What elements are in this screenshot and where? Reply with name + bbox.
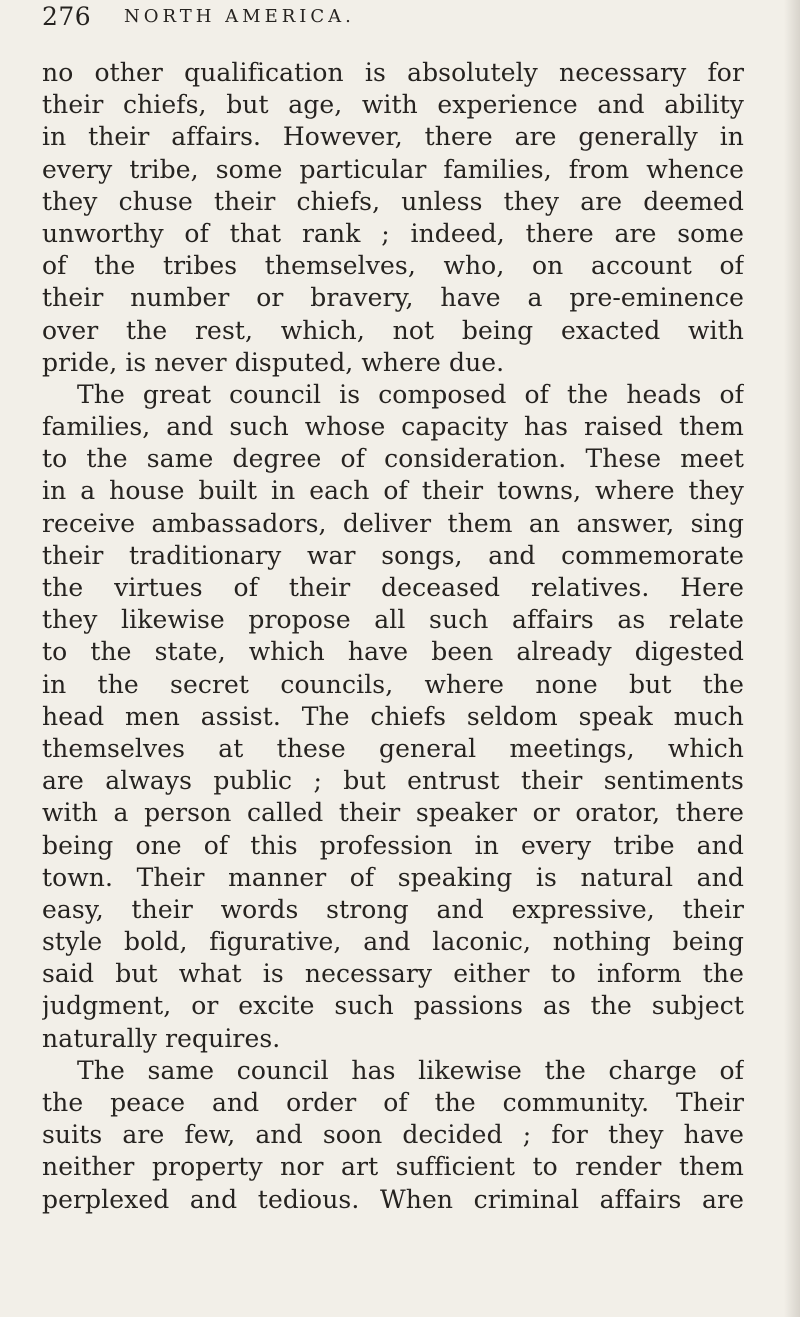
text-line-6: unworthy of that rank ; indeed, there are some bbox=[42, 218, 744, 248]
text-line-35: neither property nor art sufficient to render them bbox=[42, 1152, 744, 1182]
text-line-13: to the same degree of consideration. These meet bbox=[42, 444, 744, 474]
text-line-14: in a house built in each of their towns, where they bbox=[42, 476, 744, 506]
text-line-4: every tribe, some particular families, from whence bbox=[42, 154, 744, 184]
text-line-25: being one of this profession in every tribe and bbox=[42, 830, 744, 860]
page-number: 276 bbox=[42, 2, 92, 31]
text-line-16: their traditionary war songs, and commemorate bbox=[42, 540, 744, 570]
text-line-24: with a person called their speaker or orator, there bbox=[42, 798, 744, 828]
text-line-36: perplexed and tedious. When criminal affairs are bbox=[42, 1184, 744, 1214]
text-line-8: their number or bravery, have a pre-eminence bbox=[42, 283, 744, 313]
body-text bbox=[42, 57, 744, 1216]
text-line-20: in the secret councils, where none but the bbox=[42, 669, 744, 699]
page-header bbox=[42, 4, 472, 30]
text-line-23: are always public ; but entrust their sentiments bbox=[42, 766, 744, 796]
text-line-33: the peace and order of the community. Their bbox=[42, 1088, 744, 1117]
running-head: NORTH AMERICA. bbox=[124, 6, 355, 27]
text-line-29: said but what is necessary either to inform the bbox=[42, 959, 744, 989]
page-edge-shadow bbox=[784, 0, 800, 1317]
text-line-19: to the state, which have been already digested bbox=[42, 637, 744, 667]
text-line-22: themselves at these general meetings, which bbox=[42, 733, 744, 763]
text-line-18: they likewise propose all such affairs as relate bbox=[42, 605, 744, 635]
text-line-31: naturally requires. bbox=[42, 1023, 281, 1053]
text-line-9: over the rest, which, not being exacted with bbox=[42, 315, 744, 345]
text-line-27: easy, their words strong and expressive, their bbox=[42, 894, 744, 924]
text-line-30: judgment, or excite such passions as the subject bbox=[42, 991, 744, 1021]
text-line-1: no other qualification is absolutely necessary for bbox=[42, 58, 744, 87]
text-line-17: the virtues of their deceased relatives. Here bbox=[42, 573, 744, 602]
text-line-10: pride, is never disputed, where due. bbox=[42, 347, 505, 377]
text-line-28: style bold, figurative, and laconic, nothing being bbox=[42, 927, 744, 957]
text-line-34: suits are few, and soon decided ; for they have bbox=[42, 1120, 744, 1150]
text-line-5: they chuse their chiefs, unless they are deemed bbox=[42, 186, 744, 216]
text-line-2: their chiefs, but age, with experience and ability bbox=[42, 90, 744, 120]
text-line-15: receive ambassadors, deliver them an answer, sing bbox=[42, 508, 744, 538]
text-line-7: of the tribes themselves, who, on account of bbox=[42, 251, 744, 281]
text-line-12: families, and such whose capacity has raised them bbox=[42, 412, 744, 442]
text-line-32: The same council has likewise the charge of bbox=[77, 1055, 744, 1085]
text-line-11: The great council is composed of the heads of bbox=[77, 379, 744, 409]
text-line-26: town. Their manner of speaking is natural and bbox=[42, 862, 744, 892]
text-line-3: in their affairs. However, there are generally in bbox=[42, 122, 744, 152]
text-line-21: head men assist. The chiefs seldom speak much bbox=[42, 701, 744, 731]
